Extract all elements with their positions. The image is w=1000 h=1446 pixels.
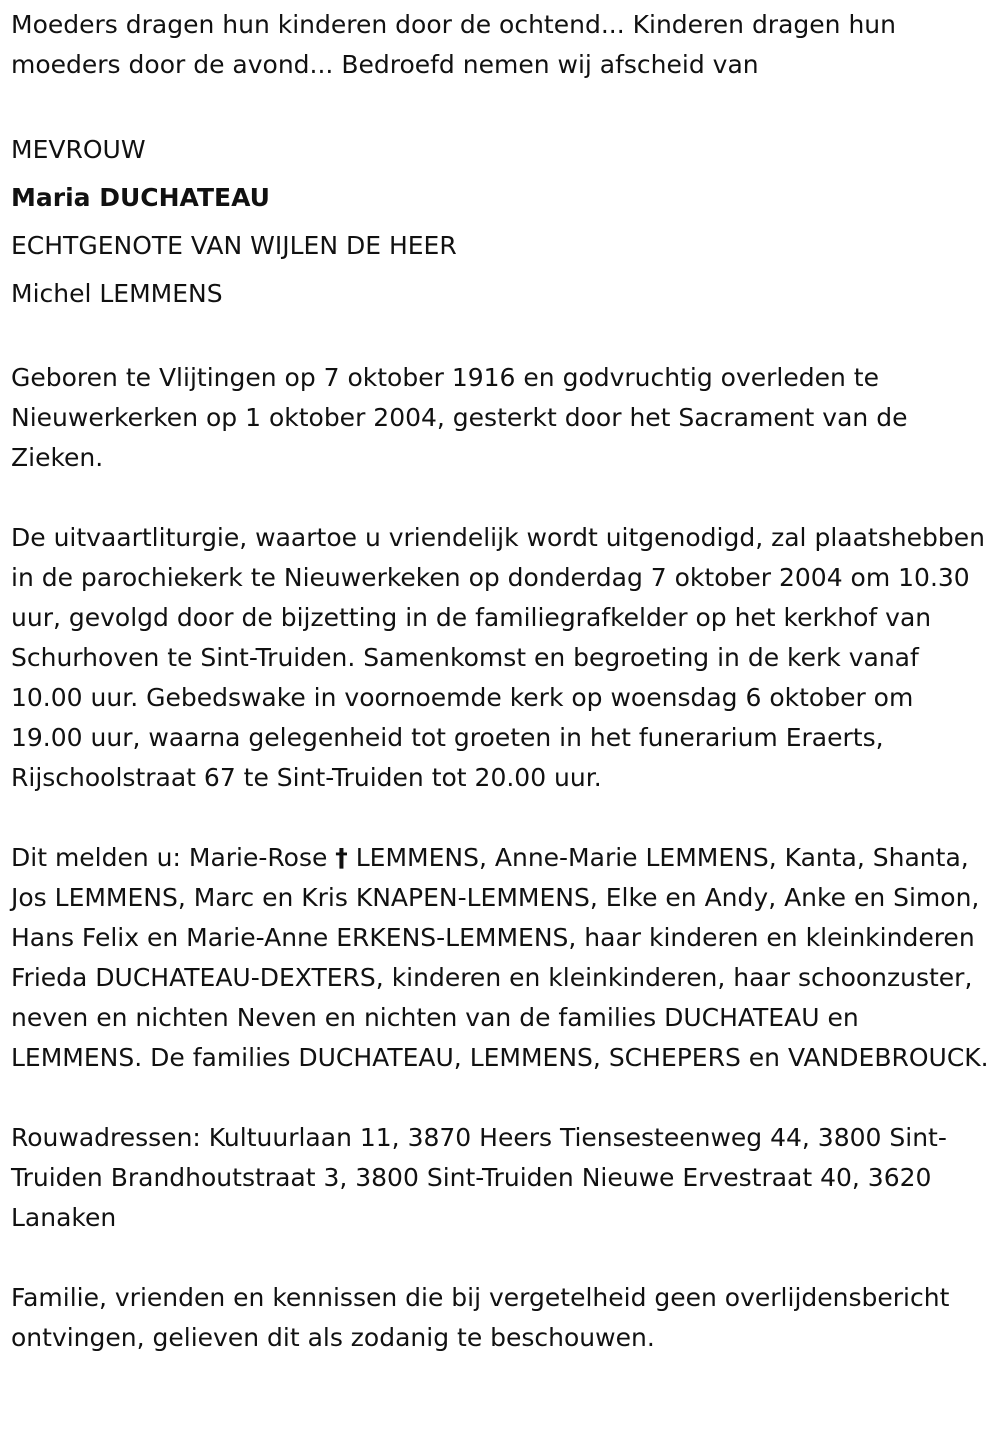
cross-icon: †: [335, 843, 348, 872]
spacer: [11, 85, 990, 125]
intro-text: Moeders dragen hun kinderen door de ochtend... Kinderen dragen hun moeders door de avond... Bedroefd nemen wij afscheid van: [11, 10, 896, 79]
announcers-text-start: Dit melden u: Marie-Rose: [11, 843, 336, 872]
funeral-paragraph: De uitvaartliturgie, waartoe u vriendelijk wordt uitgenodigd, zal plaatshebben in de parochiekerk te Nieuwerkeken op donderdag 7 oktober 2004 om 10.30 uur, gevolgd door de bijzetting in de familiegrafkelder op het kerkhof van Schurhoven te Sint-Truiden. Samenkomst en begroeting in de kerk vanaf 10.00 uur. Gebedswake in voornoemde kerk op woensdag 6 oktober om 19.00 uur, waarna gelegenheid tot groeten in het funerarium Eraerts, Rijschoolstraat 67 te Sint-Truiden tot 20.00 uur.: [11, 523, 985, 792]
spacer: [11, 798, 990, 838]
birth-death-paragraph: Geboren te Vlijtingen op 7 oktober 1916 en godvruchtig overleden te Nieuwerkerken op 1 oktober 2004, gesterkt door het Sacrament van de Zieken.: [11, 363, 908, 472]
title-prefix: MEVROUW: [11, 135, 146, 164]
announcers-text-rest: LEMMENS, Anne-Marie LEMMENS, Kanta, Shanta, Jos LEMMENS, Marc en Kris KNAPEN-LEMMENS, Elke en Andy, Anke en Simon, Hans Felix en Marie-Anne ERKENS-LEMMENS, haar kinderen en kleinkinderen Frieda DUCHATEAU-DEXTERS, kinderen en kleinkinderen, haar schoonzuster, neven en nichten Neven en nichten van de families DUCHATEAU en LEMMENS. De families DUCHATEAU, LEMMENS, SCHEPERS en VANDEBROUCK.: [11, 843, 989, 1072]
deceased-name: Maria DUCHATEAU: [11, 183, 270, 212]
spacer: [11, 478, 990, 518]
closing-paragraph: Familie, vrienden en kennissen die bij vergetelheid geen overlijdensbericht ontvingen, gelieven dit als zodanig te beschouwen.: [11, 1283, 950, 1352]
addresses-paragraph: Rouwadressen: Kultuurlaan 11, 3870 Heers Tiensesteenweg 44, 3800 Sint-Truiden Brandhoutstraat 3, 3800 Sint-Truiden Nieuwe Ervestraat 40, 3620 Lanaken: [11, 1123, 947, 1232]
spouse-name: Michel LEMMENS: [11, 279, 223, 308]
spacer: [11, 1078, 990, 1118]
spouse-label: ECHTGENOTE VAN WIJLEN DE HEER: [11, 231, 457, 260]
announcers-paragraph: [11, 838, 990, 1078]
spacer: [11, 1238, 990, 1278]
spacer: [11, 318, 990, 358]
